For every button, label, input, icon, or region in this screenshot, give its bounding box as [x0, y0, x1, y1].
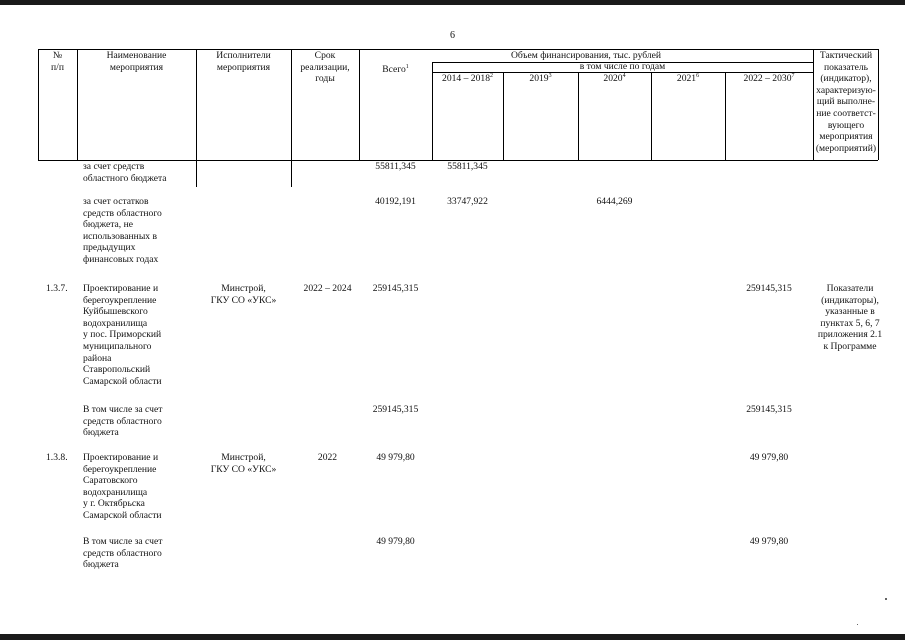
row-4-num: 1.3.8.	[46, 452, 68, 463]
header-year-2021: 2021$^6$	[676, 72, 700, 84]
row-3-name: В том числе за счет средств областного бюджета	[83, 404, 163, 439]
page-number: 6	[450, 30, 455, 41]
header-num: № п/п	[51, 50, 64, 73]
row-4-y2022: 49 979,80	[749, 452, 789, 463]
header-executors: Исполнители мероприятия	[216, 50, 271, 73]
header-term: Срок реализации, годы	[300, 50, 350, 85]
row-5-name: В том числе за счет средств областного бюджета	[83, 536, 163, 571]
row-1-name: за счет остатков средств областного бюджета, не использованных в предыдущих финансовых годах	[83, 196, 162, 265]
row-2-y2022: 259145,315	[746, 283, 792, 294]
row-1-total: 40192,191	[375, 196, 416, 207]
header-indicator: Тактический показатель (индикатор), характеризую- щий выполне- ние соответст- вующего мероприятия (мероприятий)	[815, 50, 877, 154]
scan-speck	[885, 598, 887, 600]
row-2-total: 259145,315	[372, 283, 419, 294]
row-0-total: 55811,345	[375, 161, 416, 172]
header-year-2020: 2020$^4$	[603, 72, 626, 84]
row-0-y2014: 55811,345	[447, 161, 488, 172]
scan-speck	[857, 624, 858, 625]
row-4-total: 49 979,80	[376, 452, 415, 463]
row-4-name: Проектирование и берегоукрепление Саратовского водохранилища у г. Октябрьска Самарской области	[83, 452, 162, 521]
row-1-y2014: 33747,922	[447, 196, 488, 207]
row-4-executors: Минстрой, ГКУ СО «УКС»	[210, 452, 277, 475]
row-3-y2022: 259145,315	[746, 404, 792, 415]
header-name: Наименование мероприятия	[106, 50, 167, 73]
header-year-2019: 2019$^3$	[529, 72, 552, 84]
header-funding-title: Объем финансирования, тыс. рублей	[510, 50, 662, 61]
scan-edge-bottom	[0, 634, 905, 640]
row-2-executors: Минстрой, ГКУ СО «УКС»	[210, 283, 277, 306]
row-2-term: 2022 – 2024	[303, 283, 352, 294]
row-2-indicator: Показатели (индикаторы), указанные в пунктах 5, 6, 7 приложения 2.1 к Программе	[817, 283, 883, 352]
row-0-name: за счет средств областного бюджета	[83, 161, 167, 184]
row-5-total: 49 979,80	[376, 536, 415, 547]
scan-edge-top	[0, 0, 905, 5]
row-3-total: 259145,315	[372, 404, 419, 415]
header-year-2014-2018: 2014 – 2018$^2$	[442, 72, 493, 84]
header-year-2022-2030: 2022 – 2030$^7$	[743, 72, 795, 84]
header-total: Всего$^1$	[382, 63, 409, 75]
row-4-term: 2022	[317, 452, 338, 463]
row-5-y2022: 49 979,80	[749, 536, 789, 547]
row-1-y2020: 6444,269	[596, 196, 633, 207]
header-by-years: в том числе по годам	[579, 61, 666, 72]
row-2-num: 1.3.7.	[46, 283, 68, 294]
row-2-name: Проектирование и берегоукрепление Куйбышевского водохранилища у пос. Приморский муниципального района Ставропольский Самарской области	[83, 283, 162, 387]
